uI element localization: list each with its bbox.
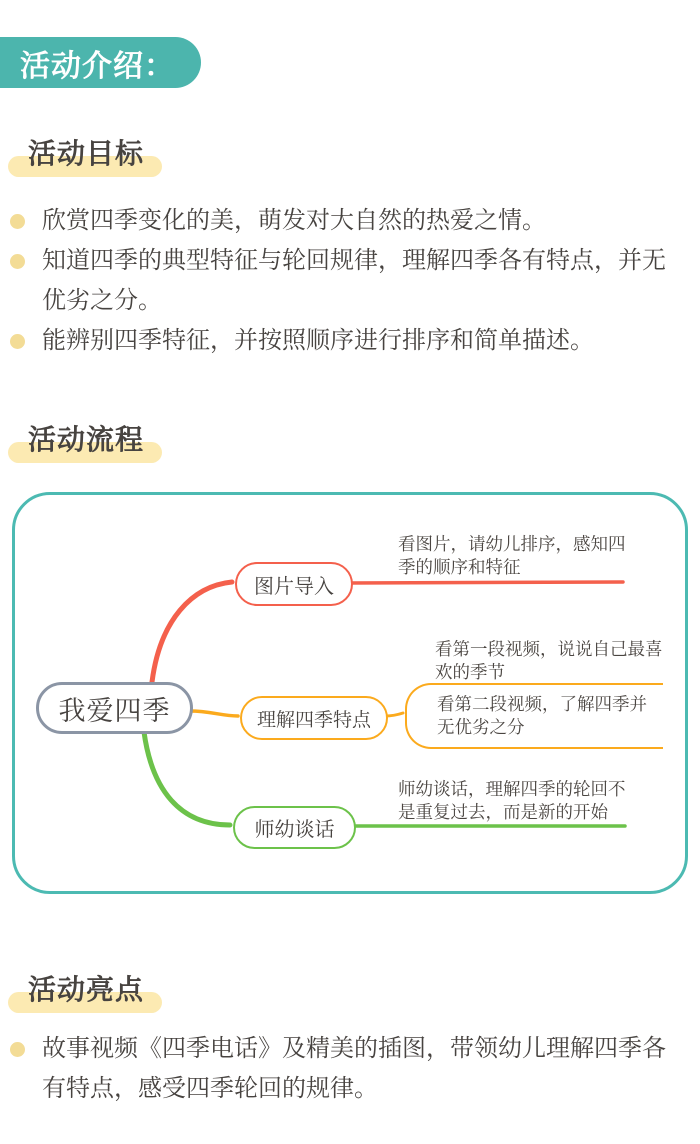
mindmap-root-label: 我爱四季 [58,695,171,726]
branch1-note: 看图片，请幼儿排序，感知四季的顺序和特征 [398,534,626,577]
list-item [8,1029,672,1109]
list-item [8,321,672,361]
list-item-text: 能辨别四季特征，并按照顺序进行排序和简单描述。 [42,327,594,354]
branch2-note1: 看第一段视频，说说自己最喜欢的季节 [435,639,663,682]
highlights-heading-text: 活动亮点 [28,974,145,1005]
goals-list [8,201,672,361]
branch2-curve [190,711,238,716]
mindmap-root-node [36,682,193,734]
intro-badge-label: 活动介绍： [20,49,175,83]
mindmap-branch1-label: 图片导入 [254,575,334,598]
list-item [8,241,672,321]
mindmap-branch2-label: 理解四季特点 [256,709,371,731]
intro-badge [0,37,201,88]
bullet-dot-icon [10,254,25,269]
branch3-note: 师幼谈话，理解四季的轮回不是重复过去，而是新的开始 [398,779,626,822]
highlights-heading [28,970,144,1010]
mindmap-branch3-node [233,806,356,849]
highlights-list [8,1029,672,1109]
bullet-dot-icon [10,1042,25,1057]
mindmap-branch2-node [240,696,388,740]
mindmap-canvas [12,492,688,894]
list-item-text: 欣赏四季变化的美，萌发对大自然的热爱之情。 [42,207,546,234]
bullet-dot-icon [10,214,25,229]
process-heading [28,420,144,460]
list-item-text: 故事视频《四季电话》及精美的插图，带领幼儿理解四季各有特点，感受四季轮回的规律。 [42,1035,666,1102]
branch1-curve [152,582,232,682]
goals-heading-text: 活动目标 [28,138,145,169]
branch3-curve [144,732,230,825]
list-item-text: 知道四季的典型特征与轮回规律，理解四季各有特点，并无优劣之分。 [42,247,666,314]
branch2-note2: 看第二段视频，了解四季并无优劣之分 [437,694,647,737]
process-heading-text: 活动流程 [28,424,145,455]
mindmap-branch3-label: 师幼谈话 [254,819,335,841]
mindmap-branch1-node [235,562,353,606]
branch2-note2-bracket [405,683,663,749]
bullet-dot-icon [10,334,25,349]
branch1-note-underline [350,582,623,583]
goals-heading [28,134,144,174]
list-item [8,201,672,241]
